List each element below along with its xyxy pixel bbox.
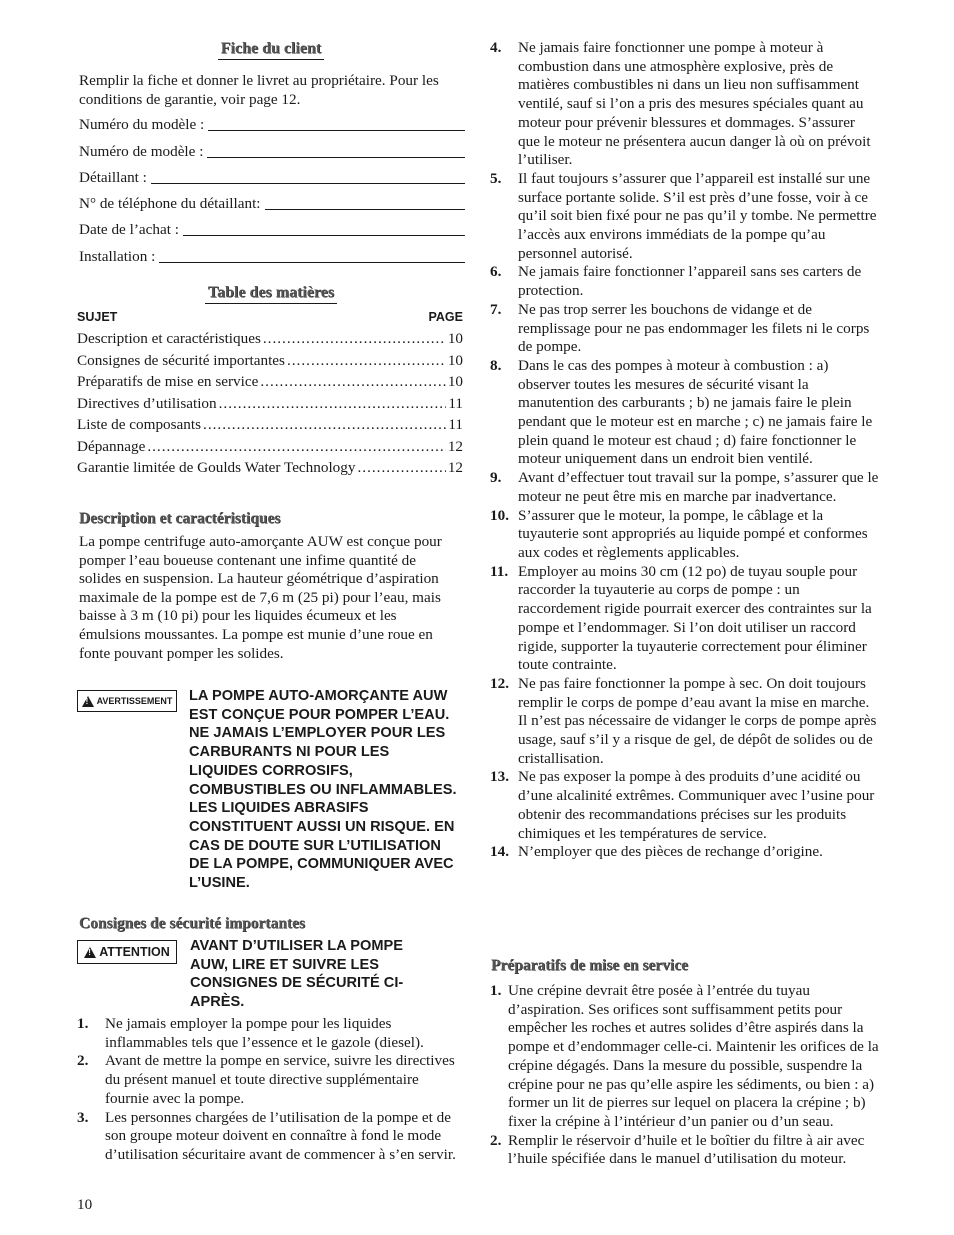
warning-badge: ! AVERTISSEMENT — [77, 690, 177, 712]
toc-leader — [287, 352, 446, 370]
caution-badge: ! ATTENTION — [77, 940, 177, 964]
prep-list — [490, 982, 880, 1169]
item-text: Employer au moins 30 cm (12 po) de tuyau souple pour raccorder la tuyauterie au corps de pompe : un raccordement rigide pourrait exercer des contraintes sur la pompe et l’endommager. Si l’on doit utiliser un raccord rigide, supporter la tuyauterie correctement pour éliminer toute contrainte. — [518, 562, 872, 674]
toc-row-page: 12 — [447, 437, 463, 455]
list-item — [490, 170, 880, 264]
toc-row-label: Préparatifs de mise en service — [77, 373, 259, 390]
item-text: S’assurer que le moteur, la pompe, le câblage et la tuyauterie sont appropriés au liquide pompé et conformes aux codes et règlements applicables. — [518, 506, 868, 561]
list-item — [490, 843, 880, 862]
toc-leader — [203, 416, 446, 434]
item-number: 4. — [490, 39, 502, 56]
item-number: 14. — [490, 843, 509, 861]
toc-row-page: 10 — [447, 373, 463, 390]
item-number: 10. — [490, 506, 509, 524]
safety-list-left — [77, 1015, 459, 1165]
safety-title: Consignes de sécurité importantes — [79, 915, 306, 932]
fiche-title: Fiche du client — [77, 40, 465, 60]
item-text: N’employer que des pièces de rechange d’origine. — [518, 843, 823, 861]
safety-list-right — [490, 39, 880, 862]
list-item — [490, 675, 880, 769]
toc-row-label: Dépannage — [77, 437, 146, 455]
item-number: 1. — [490, 982, 502, 999]
list-item — [77, 1109, 459, 1165]
caution-icon — [84, 947, 96, 958]
item-text: Ne pas trop serrer les bouchons de vidange et de remplissage pour ne pas endommager les filets ni le corps de pompe. — [518, 300, 870, 356]
description-text: La pompe centrifuge auto-amorçante AUW est conçue pour pomper l’eau boueuse contenant une infime quantité de solides en suspension. La hauteur géométrique d’aspiration maximale de la pompe est de 7,6 m (25 pi) pour l’eau, mais baisse à 3 m (10 pi) pour les liquides écumeux et les émulsions moussantes. La pompe est munie d’une roue en fonte pouvant pomper les solides. — [79, 533, 442, 662]
item-number: 2. — [490, 1131, 502, 1149]
list-item — [490, 563, 880, 675]
list-item — [77, 1015, 459, 1052]
item-text: Avant de mettre la pompe en service, suivre les directives du présent manuel et toute directive supplémentaire fournie avec la pompe. — [105, 1052, 455, 1107]
item-text: Ne pas exposer la pompe à des produits d’une acidité ou d’une alcalinité extrêmes. Communiquer avec l’usine pour obtenir des recommandations précises sur les produits chimiques et les températures de service. — [518, 768, 875, 842]
field-dealer-phone[interactable]: N° de téléphone du détaillant: — [77, 195, 465, 213]
field-model-number[interactable]: Numéro du modèle : — [77, 116, 465, 134]
item-number: 12. — [490, 674, 509, 692]
item-number: 13. — [490, 768, 509, 786]
toc-row[interactable] — [77, 395, 463, 417]
item-number: 8. — [490, 356, 502, 374]
toc-row-label: Description et caractéristiques — [77, 330, 261, 347]
toc-row-label: Liste de composants — [77, 416, 202, 433]
field-installation[interactable]: Installation : — [77, 248, 465, 266]
toc-list — [77, 330, 463, 481]
item-text: Il faut toujours s’assurer que l’appareil est installé sur une surface portante solide. S’il est près d’une fosse, voir à ce qu’il soit bien fixé pour ne pas qu’il y tombe. Ne permettre l’accès aux environs immédiats de la pompe qu’au personnel autorisé. — [518, 169, 877, 262]
fiche-intro: Remplir la fiche et donner le livret au propriétaire. Pour les conditions de garantie, voir page 12. — [79, 72, 439, 108]
item-text: Ne jamais faire fonctionner l’appareil sans ses carters de protection. — [518, 263, 862, 300]
list-item — [490, 507, 880, 563]
item-text: Ne jamais faire fonctionner une pompe à moteur à combustion dans une atmosphère explosive, près de matières combustibles ni dans un lieu non suffisamment ventilé, sauf si l’on a pris des mesures spéciales quant au moteur pour prévenir blessures et dommages. S’assurer que le moteur ne présentera aucun danger là où on prévoit l’utiliser. — [518, 39, 871, 169]
item-number: 6. — [490, 263, 502, 281]
list-item — [490, 469, 880, 506]
toc-row-label: Consignes de sécurité importantes — [77, 351, 285, 369]
toc-leader — [357, 459, 445, 477]
list-item — [77, 1052, 459, 1108]
warning-text: LA POMPE AUTO-AMORÇANTE AUW EST CONÇUE POUR POMPER L’EAU. NE JAMAIS L’EMPLOYER POUR LES CARBURANTS NI POUR LES LIQUIDES CORROSIFS, COMBUSTIBLES OU INFLAMMABLES. LES LIQUIDES ABRASIFS CONSTITUENT AUSSI UN RISQUE. EN CAS DE DOUTE SUR L’UTILISATION DE LA POMPE, COMMUNIQUER AVEC L’USINE. — [189, 688, 457, 892]
item-text: Avant d’effectuer tout travail sur la pompe, s’assurer que le moteur ne peut être mis en marche par inadvertance. — [518, 469, 879, 505]
list-item — [490, 982, 880, 1132]
item-number: 9. — [490, 469, 502, 487]
field-dealer[interactable]: Détaillant : — [77, 169, 465, 187]
prep-title: Préparatifs de mise en service — [491, 957, 689, 974]
toc-row-page: 11 — [448, 416, 463, 433]
toc-col-page: PAGE — [428, 310, 463, 324]
toc-col-subject: SUJET — [77, 310, 118, 324]
page-number: 10 — [77, 1196, 93, 1213]
toc-title: Table des matières — [77, 284, 465, 304]
field-purchase-date[interactable]: Date de l’achat : — [77, 221, 465, 239]
toc-row[interactable] — [77, 373, 463, 395]
item-number: 3. — [77, 1108, 89, 1126]
toc-leader — [219, 395, 447, 413]
list-item — [490, 357, 880, 469]
toc-row-label: Garantie limitée de Goulds Water Technology — [77, 459, 356, 476]
item-text: Dans le cas des pompes à moteur à combustion : a) observer toutes les mesures de sécurité visant la manutention des carburants ; b) ne jamais faire le plein pendant que le moteur est en marche ; c) ne jamais faire le plein quand le moteur est chaud ; d) faire fonctionner le moteur uniquement dans un endroit bien ventilé. — [518, 356, 873, 468]
list-item — [490, 768, 880, 843]
toc-row-page: 11 — [448, 394, 463, 412]
toc-row-label: Directives d’utilisation — [77, 394, 217, 412]
description-title: Description et caractéristiques — [79, 510, 281, 527]
item-number: 7. — [490, 300, 502, 318]
warning-icon — [82, 696, 94, 707]
list-item — [490, 39, 880, 170]
item-number: 5. — [490, 169, 502, 187]
toc-row[interactable] — [77, 459, 463, 481]
item-number: 1. — [77, 1015, 89, 1032]
item-text: Ne pas faire fonctionner la pompe à sec. On doit toujours remplir le corps de pompe d’eau avant la mise en marche. Il n’est pas nécessaire de vidanger le corps de pompe après usage, sauf s’il y a risque de gel, de dépôt de solides ou de cristallisation. — [518, 674, 877, 767]
toc-row-page: 10 — [447, 351, 463, 369]
toc-header — [77, 310, 463, 324]
toc-row[interactable] — [77, 438, 463, 460]
list-item — [490, 301, 880, 357]
toc-leader — [147, 438, 446, 456]
caution-text: AVANT D’UTILISER LA POMPE AUW, LIRE ET SUIVRE LES CONSIGNES DE SÉCURITÉ CI-APRÈS. — [190, 938, 404, 1011]
toc-leader — [263, 330, 446, 348]
item-text: Une crépine devrait être posée à l’entrée du tuyau d’aspiration. Ses orifices sont suffisamment petits pour empêcher les roches et autres solides d’être aspirés dans la pompe et d’endommager celle-ci. Maintenir les orifices de la crépine dégagés. Dans la mesure du possible, suspendre la crépine pour ne pas qu’elle aspire les sédiments, ou bien : a) former un lit de pierres sur lequel on placera la crépine ; b) fixer la crépine à l’intérieur d’un panier ou d’un seau. — [508, 982, 879, 1130]
item-number: 11. — [490, 562, 509, 580]
toc-row[interactable] — [77, 352, 463, 374]
item-text: Remplir le réservoir d’huile et le boîtier du filtre à air avec l’huile spécifiée dans le manuel d’utilisation du moteur. — [508, 1131, 865, 1168]
toc-row[interactable] — [77, 416, 463, 438]
toc-row-page: 12 — [447, 459, 463, 476]
toc-leader — [260, 373, 445, 391]
field-model-number-2[interactable]: Numéro de modèle : — [77, 143, 465, 161]
list-item — [490, 1132, 880, 1169]
item-number: 2. — [77, 1052, 89, 1070]
list-item — [490, 263, 880, 300]
item-text: Ne jamais employer la pompe pour les liquides inflammables tels que l’essence et le gazole (diesel). — [105, 1015, 424, 1051]
item-text: Les personnes chargées de l’utilisation de la pompe et de son groupe moteur doivent en connaître à fond le mode d’utilisation sécuritaire avant de commencer à s’en servir. — [105, 1108, 456, 1163]
toc-row-page: 10 — [447, 330, 463, 347]
toc-row[interactable] — [77, 330, 463, 352]
